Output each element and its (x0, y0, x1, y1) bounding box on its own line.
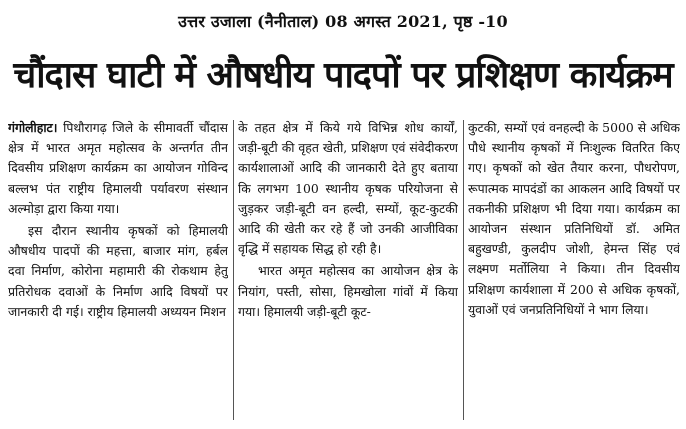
paragraph-1-text: पिथौरागढ़ जिले के सीमावर्ती चौंदास क्षेत्र में भारत अमृत महोत्सव के अन्तर्गत तीन दिवसीय प्रशिक्षण कार्यक्रम का आयोजन गोविन्द बल्लभ पंत राष्ट्रीय हिमालयी पर्यावरण संस्थान अल्मोड़ा द्वारा किया गया। (8, 120, 228, 216)
paragraph-5: कुटकी, सम्यों एवं वनहल्दी के 5000 से अधिक पौधे स्थानीय कृषकों में निःशुल्क वितरित किए गए। कृषकों को खेत तैयार करना, पौधरोपण, रूपात्मक मापदंडों का आकलन आदि विषयों पर तकनीकी प्रशिक्षण भी दिया गया। कार्यक्रम का आयोजन संस्थान प्रतिनिधियों डॉ. अमित बहुखण्डी, कुलदीप जोशी, हेमन्त सिंह एवं लक्ष्मण मर्तोलिया ने किया। तीन दिवसीय प्रशिक्षण कार्यशाला में 200 से अधिक कृषकों, युवाओं एवं जनप्रतिनिधियों ने भाग लिया। (468, 120, 680, 317)
article-headline: चौंदास घाटी में औषधीय पादपों पर प्रशिक्षण कार्यक्रम (13, 55, 673, 96)
article-column-2 (238, 118, 458, 426)
paragraph-2: इस दौरान स्थानीय कृषकों को हिमालयी औषधीय पादपों की महत्ता, बाजार मांग, हर्बल दवा निर्माण, कोरोना महामारी की रोकथाम हेतु प्रतिरोधक दवाओं के निर्माण आदि विषयों पर जानकारी दी गई। राष्ट्रीय हिमालयी अध्ययन मिशन (8, 223, 228, 319)
place-dateline: गंगोलीहाट। (8, 120, 58, 135)
newspaper-dateline: उत्तर उजाला (नैनीताल) 08 अगस्त 2021, पृष्ठ -10 (178, 12, 508, 31)
article-column-1 (8, 118, 228, 426)
paragraph-4: भारत अमृत महोत्सव का आयोजन क्षेत्र के नियांग, पस्ती, सोसा, हिमखोला गांवों में किया गया। हिमालयी जड़ी-बूटी कूट- (238, 263, 458, 319)
paragraph-3: के तहत क्षेत्र में किये गये विभिन्न शोध कार्यों, जड़ी-बूटी की वृहत खेती, प्रशिक्षण एवं संवेदीकरण कार्यशालाओं आदि की जानकारी देते हुए बताया कि लगभग 100 स्थानीय कृषक परियोजना से जुड़कर जड़ी-बूटी वन हल्दी, सम्यों, कूट-कुटकी आदि की खेती कर रहे हैं जो उनकी आजीविका वृद्धि में सहायक सिद्ध हो रही है। (238, 120, 458, 257)
article-column-3 (468, 118, 680, 426)
column-divider-1 (233, 120, 234, 420)
column-divider-2 (463, 120, 464, 420)
article-body (8, 118, 680, 426)
paragraph-1 (8, 118, 228, 219)
